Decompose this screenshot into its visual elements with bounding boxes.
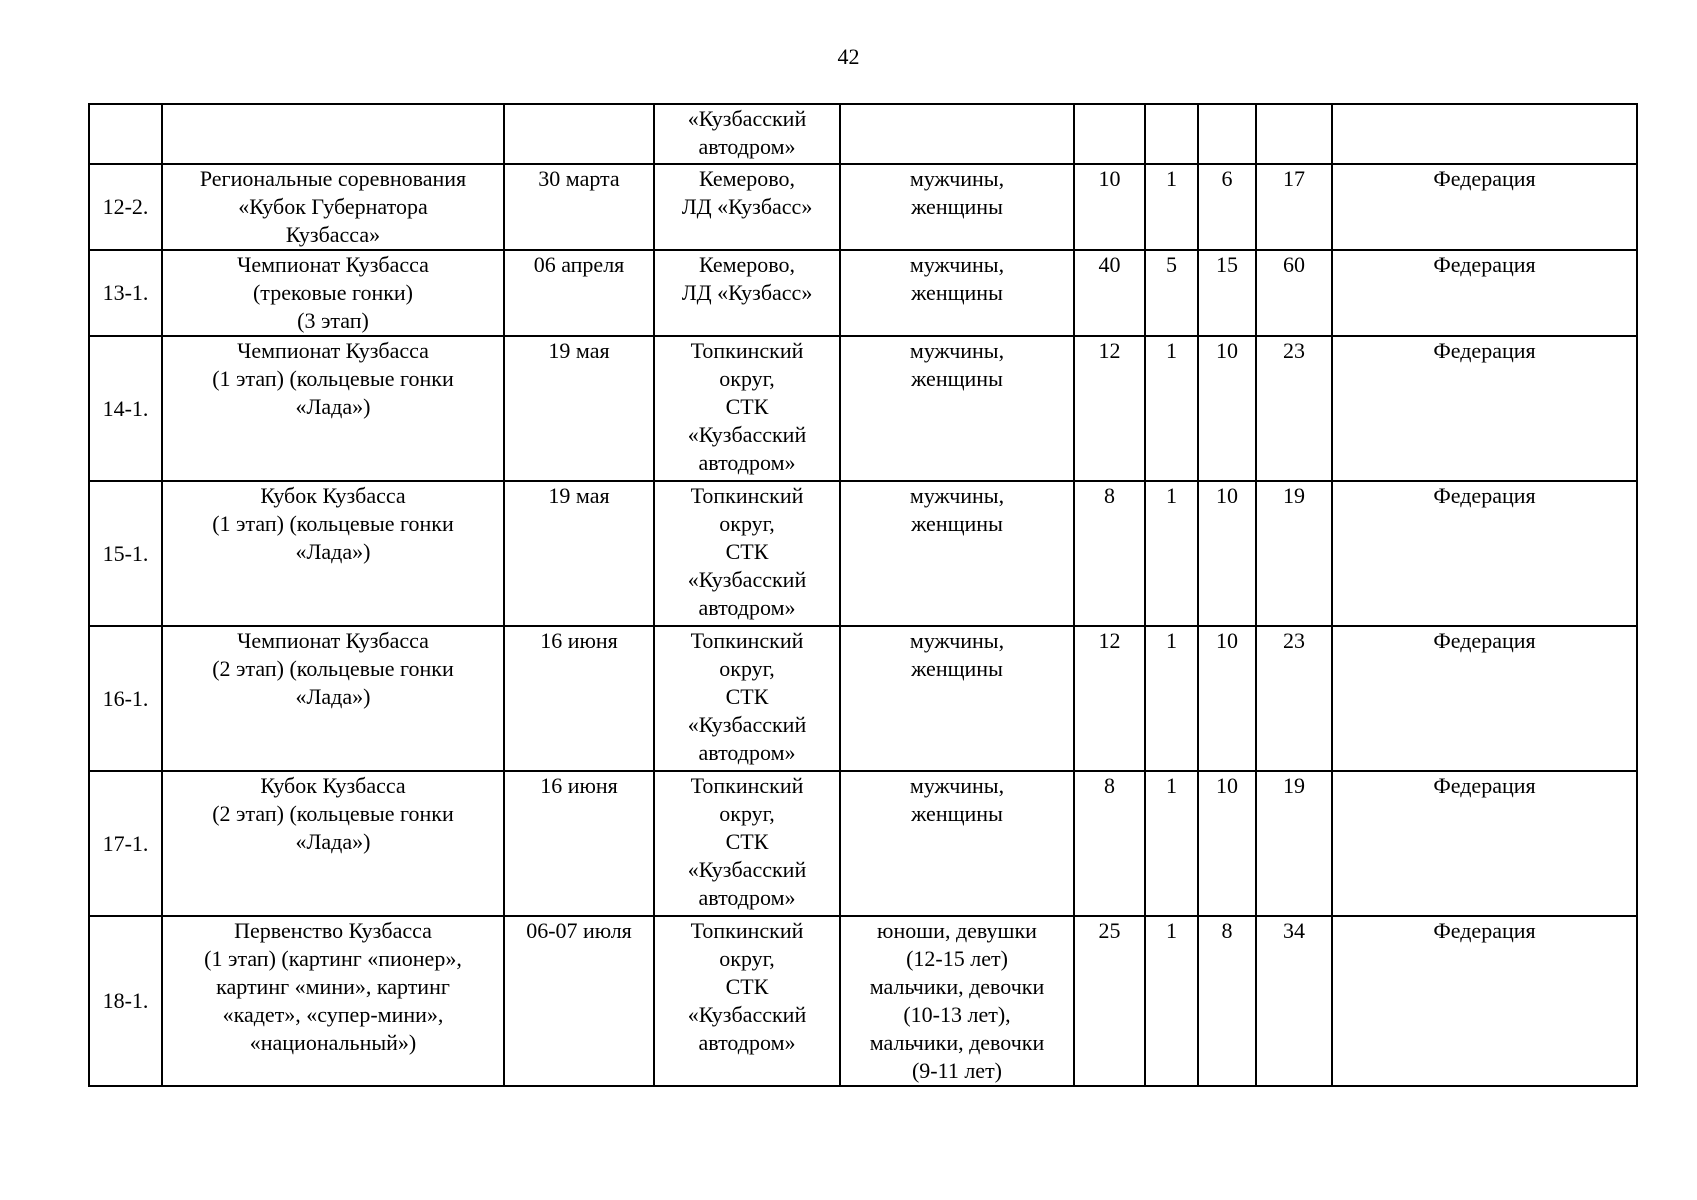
event-name: Региональные соревнования «Кубок Губернатора Кузбасса» [162, 164, 504, 250]
count-3: 10 [1198, 336, 1256, 481]
event-name: Чемпионат Кузбасса (1 этап) (кольцевые гонки «Лада») [162, 336, 504, 481]
count-2: 1 [1145, 164, 1198, 250]
count-3: 10 [1198, 771, 1256, 916]
count-3: 15 [1198, 250, 1256, 336]
count-total: 17 [1256, 164, 1332, 250]
event-organizer: Федерация [1332, 626, 1637, 771]
count-total: 19 [1256, 481, 1332, 626]
event-participants: мужчины, женщины [840, 481, 1074, 626]
event-participants: мужчины, женщины [840, 336, 1074, 481]
event-organizer: Федерация [1332, 164, 1637, 250]
count-1: 40 [1074, 250, 1145, 336]
event-name: Кубок Кузбасса (2 этап) (кольцевые гонки «Лада») [162, 771, 504, 916]
table-row [89, 916, 1637, 1086]
event-place: Топкинский округ, СТК «Кузбасский автодром» [654, 481, 840, 626]
table-row [89, 626, 1637, 771]
count-1: 8 [1074, 771, 1145, 916]
event-participants [840, 104, 1074, 164]
event-organizer: Федерация [1332, 481, 1637, 626]
row-number: 13-1. [89, 250, 162, 336]
event-name: Чемпионат Кузбасса (2 этап) (кольцевые гонки «Лада») [162, 626, 504, 771]
event-place: Кемерово, ЛД «Кузбасс» [654, 164, 840, 250]
event-date: 19 мая [504, 336, 654, 481]
event-participants: мужчины, женщины [840, 626, 1074, 771]
page-number: 42 [837, 44, 860, 69]
event-date: 30 марта [504, 164, 654, 250]
count-2: 1 [1145, 481, 1198, 626]
count-total: 60 [1256, 250, 1332, 336]
event-organizer [1332, 104, 1637, 164]
count-3: 10 [1198, 481, 1256, 626]
count-2: 1 [1145, 626, 1198, 771]
event-place: «Кузбасский автодром» [654, 104, 840, 164]
event-participants: юноши, девушки (12-15 лет) мальчики, девочки (10-13 лет), мальчики, девочки (9-11 лет) [840, 916, 1074, 1086]
event-participants: мужчины, женщины [840, 771, 1074, 916]
row-number: 15-1. [89, 481, 162, 626]
table-row [89, 250, 1637, 336]
event-name: Чемпионат Кузбасса (трековые гонки) (3 этап) [162, 250, 504, 336]
event-organizer: Федерация [1332, 336, 1637, 481]
event-date: 19 мая [504, 481, 654, 626]
table-row [89, 336, 1637, 481]
row-number [89, 104, 162, 164]
event-place: Топкинский округ, СТК «Кузбасский автодром» [654, 771, 840, 916]
count-1: 10 [1074, 164, 1145, 250]
event-organizer: Федерация [1332, 250, 1637, 336]
count-2: 1 [1145, 336, 1198, 481]
event-organizer: Федерация [1332, 771, 1637, 916]
event-date: 16 июня [504, 626, 654, 771]
row-number: 12-2. [89, 164, 162, 250]
event-name: Первенство Кузбасса (1 этап) (картинг «пионер», картинг «мини», картинг «кадет», «супер-мини», «национальный») [162, 916, 504, 1086]
count-3: 6 [1198, 164, 1256, 250]
count-total: 34 [1256, 916, 1332, 1086]
count-total: 23 [1256, 336, 1332, 481]
count-total [1256, 104, 1332, 164]
count-2: 1 [1145, 916, 1198, 1086]
row-number: 16-1. [89, 626, 162, 771]
count-3: 10 [1198, 626, 1256, 771]
event-place: Кемерово, ЛД «Кузбасс» [654, 250, 840, 336]
event-place: Топкинский округ, СТК «Кузбасский автодром» [654, 626, 840, 771]
event-date: 06-07 июля [504, 916, 654, 1086]
table-row [89, 104, 1637, 164]
count-total: 23 [1256, 626, 1332, 771]
event-name [162, 104, 504, 164]
count-total: 19 [1256, 771, 1332, 916]
event-date [504, 104, 654, 164]
event-participants: мужчины, женщины [840, 164, 1074, 250]
event-place: Топкинский округ, СТК «Кузбасский автодром» [654, 916, 840, 1086]
count-3 [1198, 104, 1256, 164]
count-1: 25 [1074, 916, 1145, 1086]
count-1 [1074, 104, 1145, 164]
table-row [89, 771, 1637, 916]
count-2 [1145, 104, 1198, 164]
row-number: 17-1. [89, 771, 162, 916]
event-place: Топкинский округ, СТК «Кузбасский автодром» [654, 336, 840, 481]
count-1: 8 [1074, 481, 1145, 626]
row-number: 14-1. [89, 336, 162, 481]
event-date: 06 апреля [504, 250, 654, 336]
count-2: 5 [1145, 250, 1198, 336]
table-row [89, 164, 1637, 250]
event-name: Кубок Кузбасса (1 этап) (кольцевые гонки «Лада») [162, 481, 504, 626]
count-2: 1 [1145, 771, 1198, 916]
count-1: 12 [1074, 626, 1145, 771]
event-participants: мужчины, женщины [840, 250, 1074, 336]
event-date: 16 июня [504, 771, 654, 916]
count-3: 8 [1198, 916, 1256, 1086]
events-table [88, 103, 1638, 1087]
count-1: 12 [1074, 336, 1145, 481]
table-row [89, 481, 1637, 626]
row-number: 18-1. [89, 916, 162, 1086]
event-organizer: Федерация [1332, 916, 1637, 1086]
